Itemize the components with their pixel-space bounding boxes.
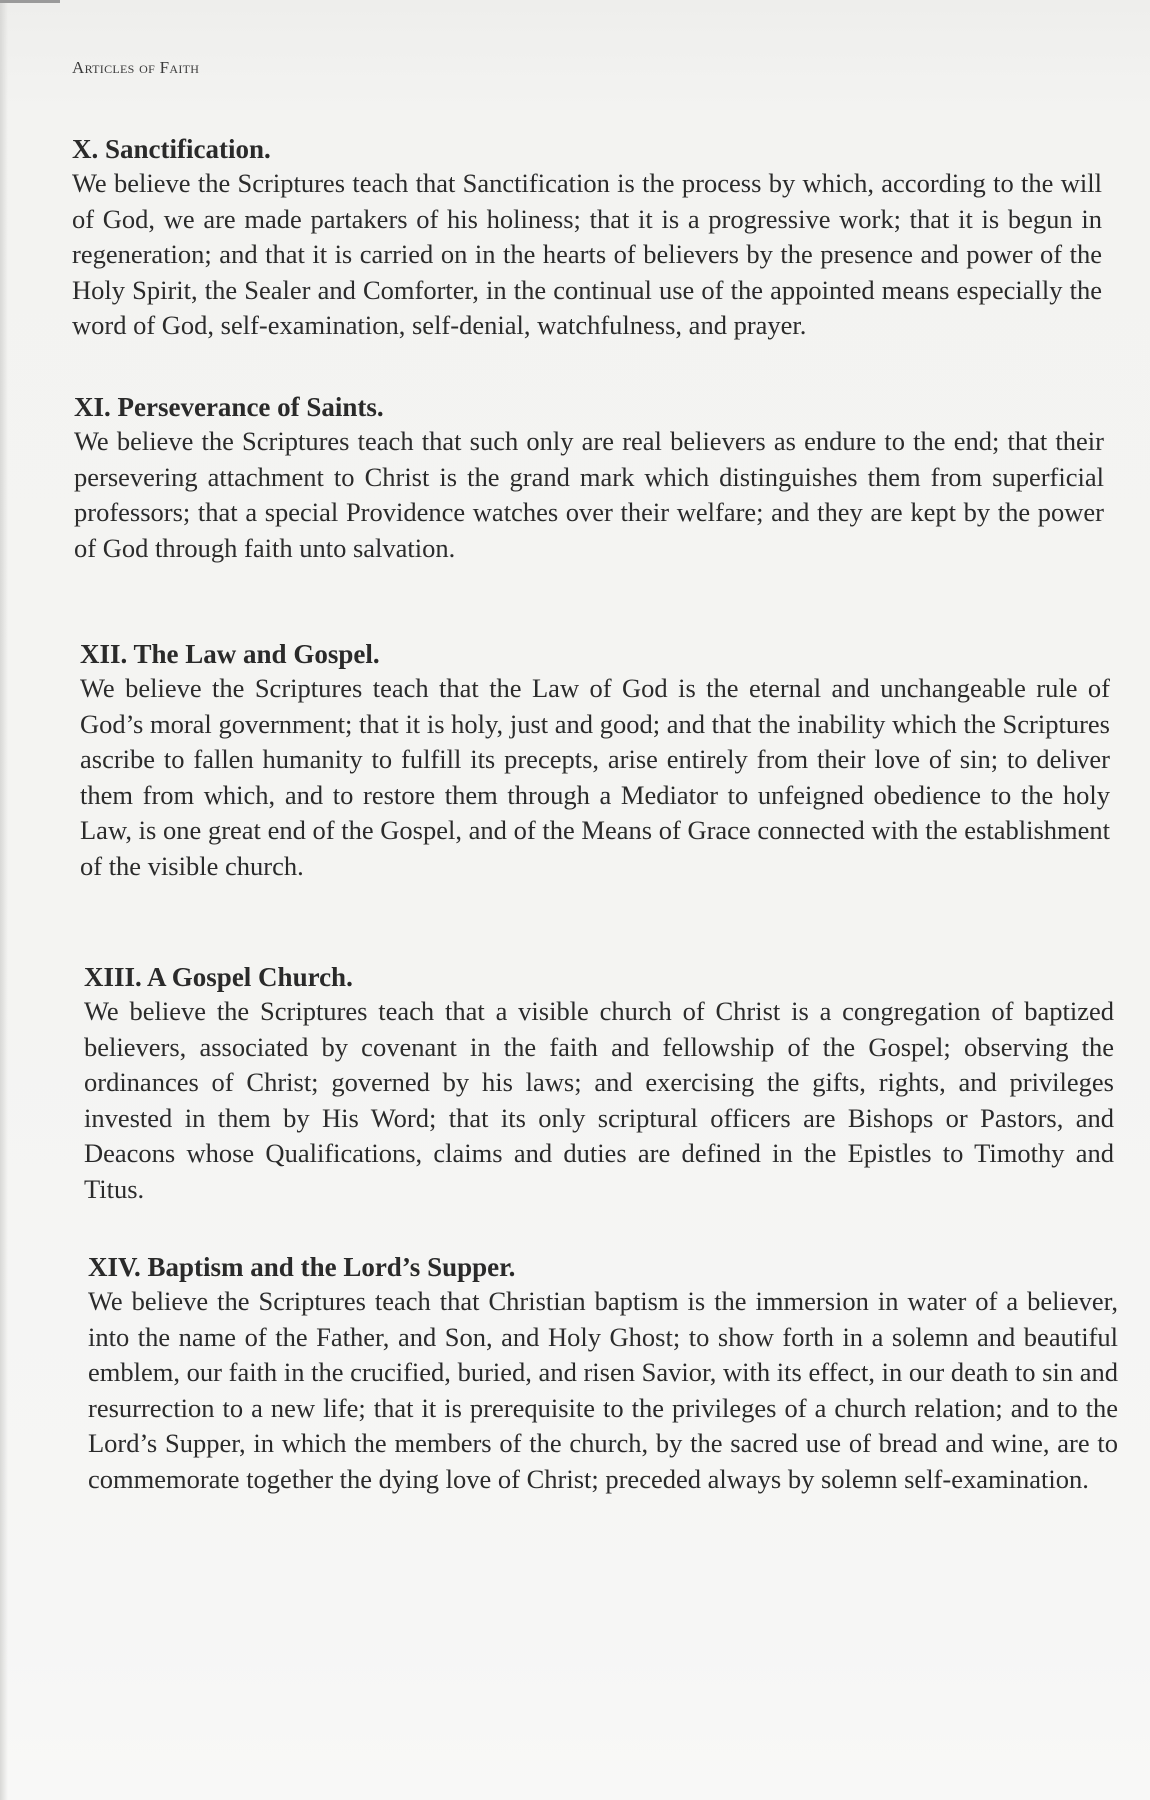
article-heading: XII. The Law and Gospel. xyxy=(80,639,380,669)
article-gospel-church xyxy=(84,960,1114,1207)
article-body: We believe the Scriptures teach that the Law of God is the eternal and unchangeable rule of God’s moral government; that it is holy, just and good; and that the inability which the Scriptures ascribe to fallen humanity to fulfill its precepts, arise entirely from their love of sin; to deliver them from which, and to restore them through a Mediator to unfeigned obedience to the holy Law, is one great end of the Gospel, and of the Means of Grace connected with the establishment of the visible church. xyxy=(80,673,1110,881)
article-body: We believe the Scriptures teach that Christian baptism is the immersion in water of a believer, into the name of the Father, and Son, and Holy Ghost; to show forth in a solemn and beautiful emblem, our faith in the crucified, buried, and risen Savior, with its effect, in our death to sin and resurrection to a new life; that it is prerequisite to the privileges of a church relation; and to the Lord’s Supper, in which the members of the church, by the sacred use of bread and wine, are to commemorate together the dying love of Christ; preceded always by solemn self-examination. xyxy=(88,1286,1118,1494)
article-sanctification xyxy=(72,132,1102,344)
article-body: We believe the Scriptures teach that such only are real believers as endure to the end; that their persevering attachment to Christ is the grand mark which distinguishes them from superficial professors; that a special Providence watches over their welfare; and they are kept by the power of God through faith unto salvation. xyxy=(74,426,1104,563)
article-heading: XI. Perseverance of Saints. xyxy=(74,392,384,422)
article-body: We believe the Scriptures teach that a visible church of Christ is a congregation of baptized believers, associated by covenant in the faith and fellowship of the Gospel; observing the ordinances of Christ; governed by his laws; and exercising the gifts, rights, and privileges invested in them by His Word; that its only scriptural officers are Bishops or Pastors, and Deacons whose Qualifications, claims and duties are defined in the Epistles to Timothy and Titus. xyxy=(84,996,1114,1204)
article-perseverance-of-saints xyxy=(74,390,1104,566)
article-law-and-gospel xyxy=(80,637,1110,884)
article-heading: X. Sanctification. xyxy=(72,134,271,164)
article-body: We believe the Scriptures teach that Sanctification is the process by which, according to the will of God, we are made partakers of his holiness; that it is a progressive work; that it is begun in regeneration; and that it is carried on in the hearts of believers by the presence and power of the Holy Spirit, the Sealer and Comforter, in the continual use of the appointed means especially the word of God, self-examination, self-denial, watchfulness, and prayer. xyxy=(72,168,1102,340)
page-edge-mark xyxy=(0,0,60,3)
article-baptism-and-lords-supper xyxy=(88,1250,1118,1497)
running-header: Articles of Faith xyxy=(72,58,200,77)
article-heading: XIII. A Gospel Church. xyxy=(84,962,353,992)
article-heading: XIV. Baptism and the Lord’s Supper. xyxy=(88,1252,516,1282)
page-gutter-shadow xyxy=(0,0,8,1800)
